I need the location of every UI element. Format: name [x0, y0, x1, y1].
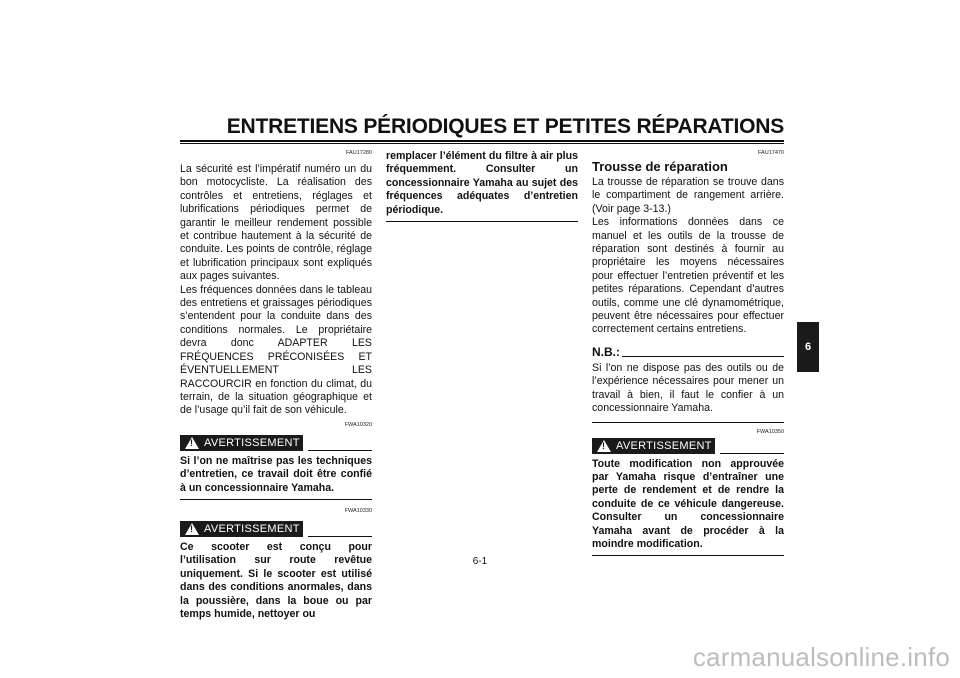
warning-label: AVERTISSEMENT [204, 436, 300, 449]
section-code: FAU17470 [758, 150, 784, 156]
section-code: FAU17280 [346, 150, 372, 156]
section-title: Trousse de réparation [592, 159, 728, 174]
warning-end-rule [386, 221, 578, 222]
page-title: ENTRETIENS PÉRIODIQUES ET PETITES RÉPARATIONS [226, 115, 784, 138]
note-end-rule [592, 422, 784, 423]
warning-label: AVERTISSEMENT [616, 439, 712, 452]
frequency-paragraph: Les fréquences données dans le tableau des entretiens et graissages périodiques s’entendent pour la conduite dans des conditions normales. Le propriétaire devra donc ADAPTER LES FRÉQUENCES PRÉCONISÉES ET ÉVENTUELLEMENT LES RACCOURCIR en fonction du climat, du terrain, de la situation géographique et de l’usage qu’il fait de son véhicule. [180, 283, 372, 417]
warning-label: AVERTISSEMENT [204, 522, 300, 535]
chapter-tab: 6 [797, 322, 819, 372]
warning-header [180, 435, 372, 451]
warning-text-continued: remplacer l’élément du filtre à air plus fréquemment. Consulter un concessionnaire Yamaha au sujet des fréquences adéquates d’entretien périodique. [386, 150, 578, 216]
warning-end-rule [180, 499, 372, 500]
warning-triangle-icon: ! [597, 440, 611, 452]
column-3 [592, 150, 784, 564]
note-label: N.B.: [592, 344, 620, 359]
warning-code: FWA10330 [344, 507, 372, 514]
warning-text: Si l’on ne maîtrise pas les techniques d’entretien, ce travail doit être confié à un concessionnaire Yamaha. [180, 454, 372, 494]
toolkit-location-paragraph: La trousse de réparation se trouve dans le compartiment de rangement arrière. (Voir page 3-13.) [592, 176, 784, 215]
warning-triangle-icon: ! [185, 523, 199, 535]
note-header [592, 345, 784, 360]
warning-header [592, 438, 784, 454]
warning-badge [180, 521, 303, 537]
warning-text: Toute modification non approuvée par Yamaha risque d’entraîner une perte de rendement et de rendre la conduite de ce véhicule dangereuse. Consulter un concessionnaire Yamaha avant de procéder à la moindre modification. [592, 457, 784, 550]
note-text: Si l’on ne dispose pas des outils ou de l’expérience nécessaires pour mener un travail à bien, il faut le confier à un concessionnaire Yamaha. [592, 361, 784, 415]
warning-text: Ce scooter est conçu pour l’utilisation sur route revêtue uniquement. Si le scooter est utilisé dans des conditions anormales, dans la poussière, dans la boue ou par temps humide, nettoyer ou [180, 540, 372, 620]
page-number: 6-1 [472, 556, 488, 567]
title-rule [180, 140, 784, 144]
warning-end-rule [592, 555, 784, 556]
watermark: carmanualsonline.info [692, 642, 950, 672]
warning-code: FWA10320 [344, 421, 372, 428]
column-2 [386, 150, 578, 230]
warning-header [180, 521, 372, 537]
warning-badge [592, 438, 715, 454]
warning-triangle-icon: ! [185, 437, 199, 449]
column-1 [180, 150, 372, 621]
warning-code: FWA10350 [756, 428, 784, 435]
warning-badge [180, 435, 303, 451]
intro-paragraph: La sécurité est l’impératif numéro un du bon motocycliste. La réalisation des contrôles et entretiens, réglages et lubrifications périodiques permet de garantir le meilleur rendement possible et contribue hautement à la sécurité de conduite. Les points de contrôle, réglage et lubrification principaux sont expliqués aux pages suivantes. [180, 163, 372, 283]
toolkit-info-paragraph: Les informations données dans ce manuel et les outils de la trousse de réparation sont destinés à fournir au propriétaire les moyens nécessaires pour effectuer l’entretien préventif et les petites réparations. Cependant d’autres outils, comme une clé dynamométrique, peuvent être nécessaires pour effectuer correctement certains entretiens. [592, 216, 784, 336]
